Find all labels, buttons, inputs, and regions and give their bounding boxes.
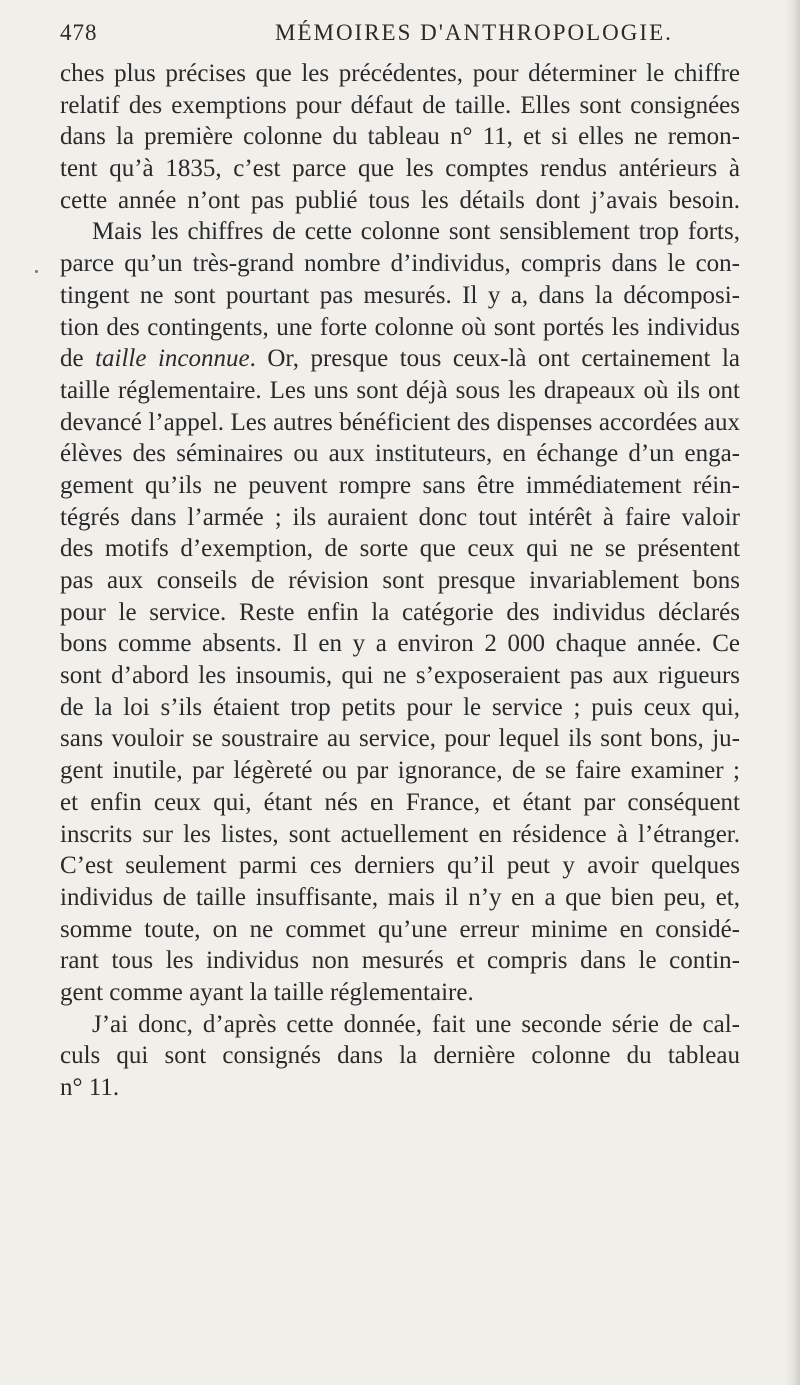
- text-line: tion des contingents, une forte colonne où sont portés les individus: [60, 313, 740, 341]
- text-line-with-italic: [60, 343, 740, 375]
- text-line: C’est seulement parmi ces derniers qu’il peut y avoir quelques: [60, 852, 740, 880]
- text-line: gent inutile, par légèreté ou par ignorance, de se faire examiner ;: [60, 757, 740, 785]
- text-line: tent qu’à 1835, c’est parce que les comptes rendus antérieurs à: [60, 155, 740, 183]
- line-start: de: [60, 345, 96, 373]
- text-line: Mais les chiffres de cette colonne sont sensiblement trop forts,: [92, 218, 740, 246]
- text-line: sont d’abord les insoumis, qui ne s’exposeraient pas aux rigueurs: [60, 662, 740, 690]
- text-line: inscrits sur les listes, sont actuellement en résidence à l’étranger.: [60, 820, 740, 848]
- body-text: [60, 58, 740, 1104]
- text-line: dans la première colonne du tableau n° 11, et si elles ne remon-: [60, 123, 740, 151]
- text-line: J’ai donc, d’après cette donnée, fait une seconde série de cal-: [92, 1010, 740, 1038]
- text-line: taille réglementaire. Les uns sont déjà sous les drapeaux où ils ont: [60, 376, 740, 404]
- text-line: parce qu’un très-grand nombre d’individus, compris dans le con-: [60, 250, 740, 278]
- text-line: n° 11.: [60, 1074, 120, 1101]
- text-line: élèves des séminaires ou aux instituteurs, en échange d’un enga-: [60, 440, 740, 468]
- page-header: [60, 18, 740, 52]
- text-line: bons comme absents. Il en y a environ 2 000 chaque année. Ce: [60, 630, 740, 658]
- text-line: pour le service. Reste enfin la catégorie des individus déclarés: [60, 598, 740, 626]
- text-line: de la loi s’ils étaient trop petits pour le service ; puis ceux qui,: [60, 693, 740, 721]
- text-line: relatif des exemptions pour défaut de taille. Elles sont consignées: [60, 91, 740, 119]
- text-line: pas aux conseils de révision sont presque invariablement bons: [60, 567, 740, 594]
- running-title: MÉMOIRES D'ANTHROPOLOGIE.: [275, 20, 673, 45]
- ink-speck: [35, 270, 38, 273]
- text-line: somme toute, on ne commet qu’une erreur minime en considé-: [60, 915, 740, 943]
- text-line: tingent ne sont pourtant pas mesurés. Il y a, dans la décomposi-: [60, 281, 740, 309]
- text-line: gement qu’ils ne peuvent rompre sans être immédiatement réin-: [60, 471, 740, 499]
- italic-term: taille inconnue: [95, 345, 250, 373]
- page-number: 478: [60, 20, 98, 45]
- text-line: ches plus précises que les précédentes, pour déterminer le chiffre: [60, 60, 740, 87]
- text-line: devancé l’appel. Les autres bénéficient des dispenses accordées aux: [60, 408, 740, 436]
- text-line: cette année n’ont pas publié tous les détails dont j’avais besoin.: [60, 186, 740, 214]
- text-line: gent comme ayant la taille réglementaire.: [60, 978, 474, 1006]
- text-line: tégrés dans l’armée ; ils auraient donc tout intérêt à faire valoir: [60, 503, 740, 531]
- text-line: sans vouloir se soustraire au service, pour lequel ils sont bons, ju-: [60, 725, 740, 753]
- text-line: culs qui sont consignés dans la dernière colonne du tableau: [60, 1042, 740, 1070]
- page-edge-shadow: [786, 0, 800, 1385]
- text-line: individus de taille insuffisante, mais il n’y en a que bien peu, et,: [60, 883, 740, 911]
- text-line: des motifs d’exemption, de sorte que ceux qui ne se présentent: [60, 535, 740, 563]
- text-line: et enfin ceux qui, étant nés en France, et étant par conséquent: [60, 788, 740, 816]
- line-rest: . Or, presque tous ceux-là ont certainement la: [249, 345, 740, 373]
- text-line: rant tous les individus non mesurés et compris dans le contin-: [60, 947, 740, 975]
